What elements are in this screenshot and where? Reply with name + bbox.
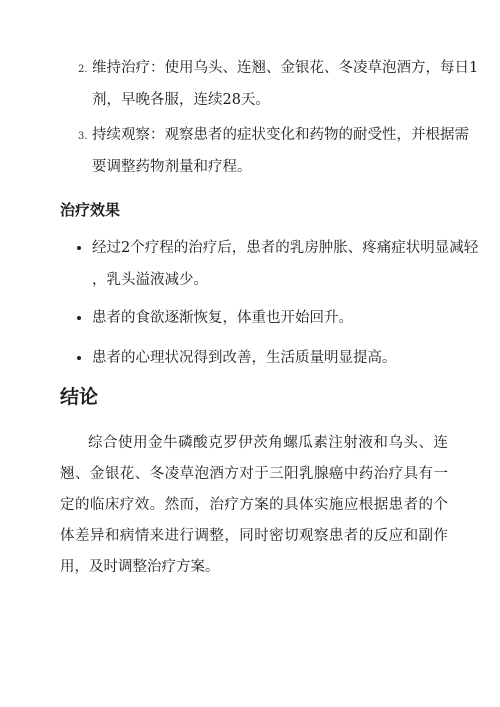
section-heading-conclusion: 结论: [60, 386, 99, 408]
step-text-line: 剂，早晚各服，连续28天。: [92, 92, 270, 108]
step-number: 3.: [78, 131, 88, 142]
step-text-line: 要调整药物剂量和疗程。: [92, 159, 252, 175]
effect-text-line: 患者的食欲逐渐恢复，体重也开始回升。: [92, 310, 353, 326]
step-text-line: 维持治疗：使用乌头、连翘、金银花、冬凌草泡酒方，每日1: [92, 60, 479, 76]
effect-text-line: 患者的心理状况得到改善，生活质量明显提高。: [92, 350, 397, 366]
step-text-line: 持续观察：观察患者的症状变化和药物的耐受性，并根据需: [92, 127, 469, 143]
conclusion-paragraph: 综合使用金牛磷酸克罗伊茨角螺瓜素注射液和乌头、连翘、金银花、冬凌草泡酒方对于三阳乳腺癌中药治疗具有一定的临床疗效。然而，治疗方案的具体实施应根据患者的个体差异和病情来进行调整，同时密切观察患者的反应和副作用，及时调整治疗方案。: [60, 435, 448, 575]
bullet-icon: [77, 316, 81, 320]
effect-text-line: 经过2个疗程的治疗后，患者的乳房肿胀、疼痛症状明显减轻: [92, 240, 479, 256]
section-heading-effects: 治疗效果: [60, 201, 121, 219]
step-number: 2.: [78, 64, 88, 75]
bullet-icon: [77, 356, 81, 360]
bullet-icon: [77, 246, 81, 250]
effect-text-line: ，乳头溢液减少。: [92, 272, 208, 288]
